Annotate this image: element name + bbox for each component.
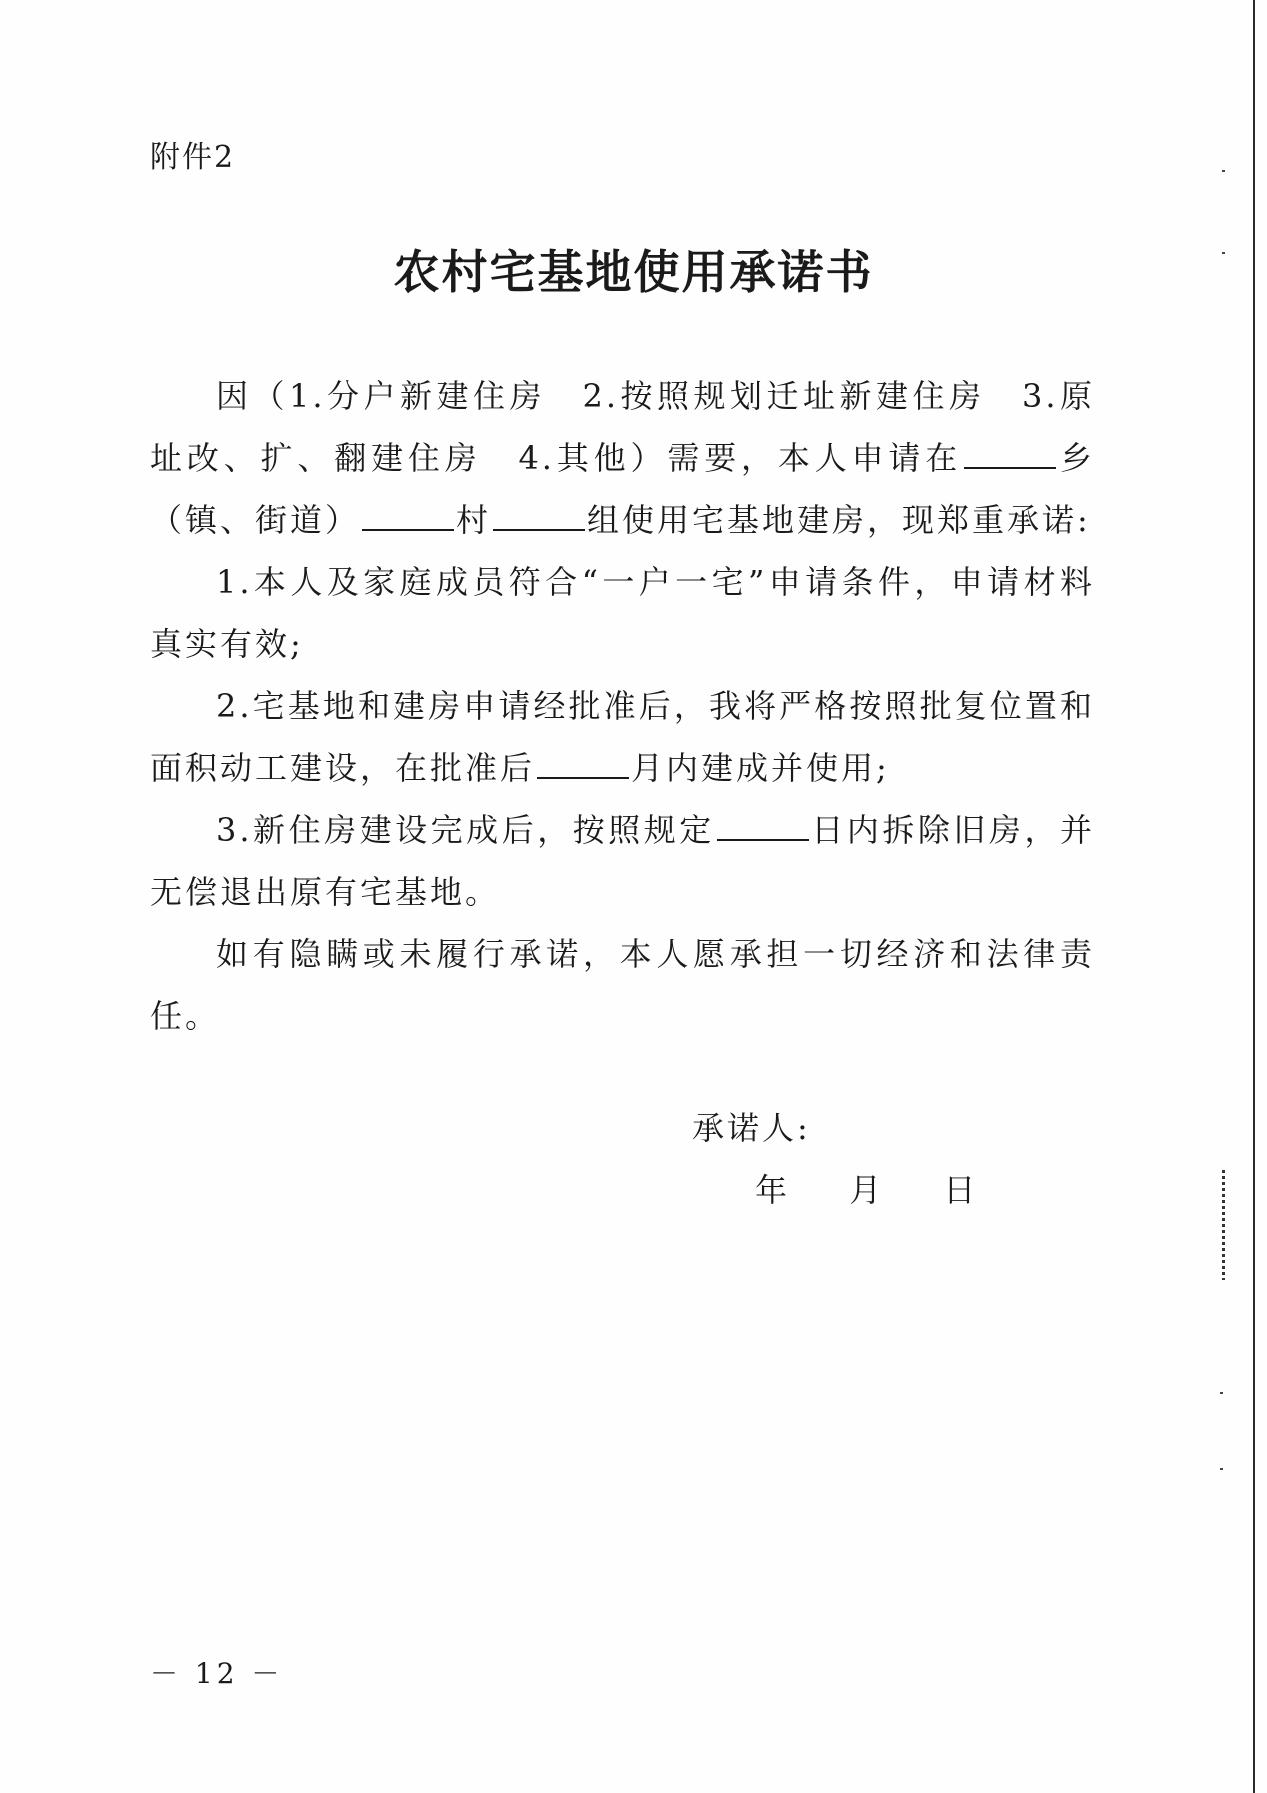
scan-speck xyxy=(1222,170,1225,172)
intro-text-a: 因（1.分户新建住房 2.按照规划迁址新建住房 3.原址改、扩、翻建住房 4.其他）需要，本人申请在 xyxy=(150,377,1095,477)
group-blank xyxy=(493,503,585,531)
pledge-item-2 xyxy=(150,675,1095,799)
document-title: 农村宅基地使用承诺书 xyxy=(393,245,874,299)
pledge-item-3 xyxy=(150,799,1095,923)
village-blank xyxy=(362,503,454,531)
signer-label: 承诺人: xyxy=(692,1109,811,1147)
days-blank xyxy=(717,813,809,841)
intro-text-d: 组使用宅基地建房，现郑重承诺: xyxy=(587,501,1091,539)
item2-text-b: 月内建成并使用; xyxy=(631,749,890,787)
attachment-label: 附件2 xyxy=(150,140,236,175)
scan-speck xyxy=(1220,1392,1223,1394)
date-year: 年 xyxy=(755,1171,788,1209)
pledge-item-1: 1.本人及家庭成员符合“一户一宅”申请条件，申请材料真实有效; xyxy=(150,563,1095,663)
page-number: － 12 － xyxy=(150,1657,284,1690)
intro-paragraph xyxy=(150,365,1095,551)
scan-speck xyxy=(1220,1468,1223,1470)
township-blank xyxy=(964,441,1056,469)
intro-text-b: 乡（镇、街道） xyxy=(150,439,1095,539)
item3-text-b: 日内拆除旧房，并无偿退出原有宅基地。 xyxy=(150,811,1095,911)
date-month: 月 xyxy=(849,1171,882,1209)
item2-text-a: 2.宅基地和建房申请经批准后，我将严格按照批复位置和面积动工建设，在批准后 xyxy=(150,687,1095,787)
document-body xyxy=(150,365,1095,1047)
scan-edge-marks xyxy=(1222,1170,1225,1280)
intro-text-c: 村 xyxy=(456,501,492,539)
item3-text-a: 3.新住房建设完成后，按照规定 xyxy=(216,811,715,849)
closing-paragraph: 如有隐瞒或未履行承诺，本人愿承担一切经济和法律责任。 xyxy=(150,935,1095,1035)
date-day: 日 xyxy=(943,1171,976,1209)
months-blank xyxy=(537,751,629,779)
signature-date xyxy=(755,1165,1027,1211)
